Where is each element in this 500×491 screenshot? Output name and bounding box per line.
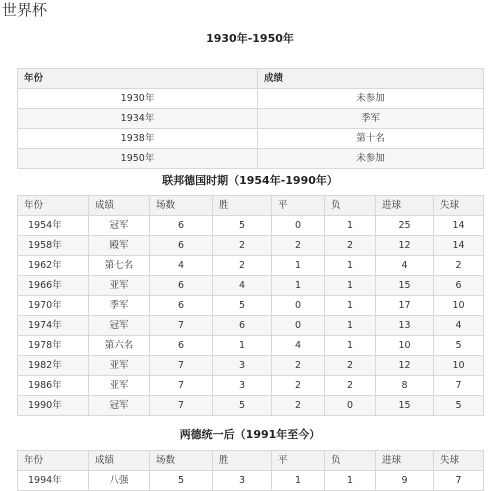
cell-goals-for: 12 xyxy=(376,356,434,376)
table-row xyxy=(18,356,484,376)
table-row xyxy=(18,471,484,491)
cell-goals-for: 15 xyxy=(376,276,434,296)
cell-result: 亚军 xyxy=(89,376,150,396)
cell-losses: 1 xyxy=(325,336,376,356)
cell-matches: 6 xyxy=(150,276,213,296)
header-wins: 胜 xyxy=(213,196,272,216)
cell-goals-for: 9 xyxy=(376,471,434,491)
cell-matches: 7 xyxy=(150,316,213,336)
header-result: 成绩 xyxy=(89,451,150,471)
table-row xyxy=(18,396,484,416)
cell-draws: 0 xyxy=(272,316,325,336)
cell-result: 未参加 xyxy=(258,149,484,169)
cell-year: 1990年 xyxy=(18,396,89,416)
header-year: 年份 xyxy=(18,451,89,471)
header-goals-for: 进球 xyxy=(376,196,434,216)
header-matches: 场数 xyxy=(150,196,213,216)
cell-result: 第十名 xyxy=(258,129,484,149)
cell-draws: 1 xyxy=(272,256,325,276)
cell-goals-against: 10 xyxy=(434,296,484,316)
table-row xyxy=(18,149,484,169)
cell-draws: 2 xyxy=(272,356,325,376)
cell-goals-against: 5 xyxy=(434,336,484,356)
cell-result: 亚军 xyxy=(89,356,150,376)
header-matches: 场数 xyxy=(150,451,213,471)
cell-result: 八强 xyxy=(89,471,150,491)
cell-result: 季军 xyxy=(89,296,150,316)
cell-matches: 7 xyxy=(150,376,213,396)
cell-draws: 2 xyxy=(272,376,325,396)
table-row xyxy=(18,216,484,236)
section-title-1930-1950: 1930年-1950年 xyxy=(206,32,294,45)
cell-draws: 0 xyxy=(272,296,325,316)
table-row xyxy=(18,129,484,149)
header-wins: 胜 xyxy=(213,451,272,471)
cell-year: 1978年 xyxy=(18,336,89,356)
cell-year: 1974年 xyxy=(18,316,89,336)
cell-year: 1950年 xyxy=(18,149,258,169)
cell-result: 第七名 xyxy=(89,256,150,276)
cell-goals-for: 25 xyxy=(376,216,434,236)
cell-result: 冠军 xyxy=(89,396,150,416)
table-header-row xyxy=(18,451,484,471)
cell-losses: 1 xyxy=(325,276,376,296)
cell-year: 1962年 xyxy=(18,256,89,276)
cell-losses: 0 xyxy=(325,396,376,416)
cell-goals-for: 8 xyxy=(376,376,434,396)
header-goals-for: 进球 xyxy=(376,451,434,471)
cell-draws: 1 xyxy=(272,276,325,296)
header-result: 成绩 xyxy=(89,196,150,216)
cell-losses: 2 xyxy=(325,236,376,256)
table-row xyxy=(18,109,484,129)
cell-year: 1986年 xyxy=(18,376,89,396)
table-row xyxy=(18,89,484,109)
header-losses: 负 xyxy=(325,451,376,471)
cell-goals-against: 2 xyxy=(434,256,484,276)
table-reunified xyxy=(17,450,484,491)
cell-result: 未参加 xyxy=(258,89,484,109)
cell-wins: 3 xyxy=(213,376,272,396)
header-goals-against: 失球 xyxy=(434,451,484,471)
cell-goals-against: 5 xyxy=(434,396,484,416)
cell-goals-against: 14 xyxy=(434,216,484,236)
cell-losses: 2 xyxy=(325,356,376,376)
cell-wins: 5 xyxy=(213,216,272,236)
cell-matches: 6 xyxy=(150,296,213,316)
table-row xyxy=(18,336,484,356)
cell-goals-for: 17 xyxy=(376,296,434,316)
cell-matches: 7 xyxy=(150,356,213,376)
cell-year: 1958年 xyxy=(18,236,89,256)
cell-result: 殿军 xyxy=(89,236,150,256)
cell-wins: 5 xyxy=(213,296,272,316)
cell-goals-against: 10 xyxy=(434,356,484,376)
cell-matches: 5 xyxy=(150,471,213,491)
header-result: 成绩 xyxy=(258,69,484,89)
table-row xyxy=(18,276,484,296)
cell-result: 季军 xyxy=(258,109,484,129)
cell-year: 1938年 xyxy=(18,129,258,149)
cell-draws: 4 xyxy=(272,336,325,356)
table-west-germany xyxy=(17,195,484,416)
header-year: 年份 xyxy=(18,196,89,216)
page-title: 世界杯 xyxy=(2,1,48,19)
table-header-row xyxy=(18,69,484,89)
cell-goals-against: 7 xyxy=(434,471,484,491)
header-draws: 平 xyxy=(272,196,325,216)
cell-wins: 2 xyxy=(213,236,272,256)
cell-losses: 2 xyxy=(325,376,376,396)
table-row xyxy=(18,256,484,276)
cell-wins: 4 xyxy=(213,276,272,296)
cell-goals-for: 12 xyxy=(376,236,434,256)
cell-goals-for: 15 xyxy=(376,396,434,416)
section-title-reunified: 两德统一后（1991年至今） xyxy=(179,428,321,441)
cell-goals-for: 4 xyxy=(376,256,434,276)
cell-result: 第六名 xyxy=(89,336,150,356)
cell-wins: 1 xyxy=(213,336,272,356)
cell-draws: 0 xyxy=(272,216,325,236)
cell-losses: 1 xyxy=(325,316,376,336)
cell-draws: 1 xyxy=(272,471,325,491)
cell-goals-for: 13 xyxy=(376,316,434,336)
cell-losses: 1 xyxy=(325,216,376,236)
cell-year: 1930年 xyxy=(18,89,258,109)
cell-wins: 3 xyxy=(213,471,272,491)
cell-goals-against: 14 xyxy=(434,236,484,256)
cell-wins: 5 xyxy=(213,396,272,416)
table-1930-1950 xyxy=(17,68,484,169)
cell-wins: 3 xyxy=(213,356,272,376)
header-draws: 平 xyxy=(272,451,325,471)
cell-goals-against: 6 xyxy=(434,276,484,296)
table-header-row xyxy=(18,196,484,216)
table-row xyxy=(18,296,484,316)
header-losses: 负 xyxy=(325,196,376,216)
cell-goals-against: 4 xyxy=(434,316,484,336)
cell-draws: 2 xyxy=(272,396,325,416)
section-title-west-germany: 联邦德国时期（1954年-1990年） xyxy=(162,174,338,187)
cell-result: 冠军 xyxy=(89,216,150,236)
cell-goals-for: 10 xyxy=(376,336,434,356)
cell-year: 1982年 xyxy=(18,356,89,376)
cell-result: 亚军 xyxy=(89,276,150,296)
cell-matches: 4 xyxy=(150,256,213,276)
header-year: 年份 xyxy=(18,69,258,89)
table-row xyxy=(18,236,484,256)
cell-losses: 1 xyxy=(325,296,376,316)
cell-matches: 6 xyxy=(150,336,213,356)
cell-matches: 6 xyxy=(150,216,213,236)
cell-matches: 6 xyxy=(150,236,213,256)
cell-matches: 7 xyxy=(150,396,213,416)
cell-wins: 6 xyxy=(213,316,272,336)
cell-year: 1934年 xyxy=(18,109,258,129)
table-row xyxy=(18,376,484,396)
cell-wins: 2 xyxy=(213,256,272,276)
cell-year: 1966年 xyxy=(18,276,89,296)
cell-result: 冠军 xyxy=(89,316,150,336)
cell-draws: 2 xyxy=(272,236,325,256)
cell-losses: 1 xyxy=(325,256,376,276)
cell-losses: 1 xyxy=(325,471,376,491)
table-row xyxy=(18,316,484,336)
cell-year: 1970年 xyxy=(18,296,89,316)
header-goals-against: 失球 xyxy=(434,196,484,216)
cell-goals-against: 7 xyxy=(434,376,484,396)
cell-year: 1954年 xyxy=(18,216,89,236)
cell-year: 1994年 xyxy=(18,471,89,491)
